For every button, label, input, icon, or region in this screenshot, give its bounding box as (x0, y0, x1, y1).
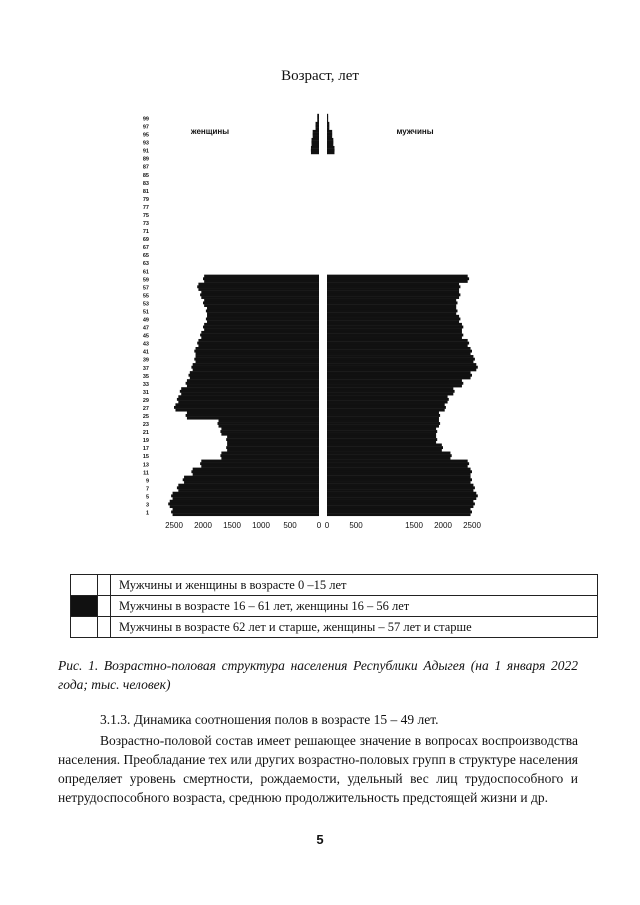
male-bar (327, 449, 442, 452)
age-tick-label: 77 (142, 204, 149, 211)
age-tick-label: 5 (145, 494, 149, 501)
male-bar (327, 476, 471, 479)
age-tick-label: 53 (142, 301, 149, 308)
male-label: мужчины (396, 127, 434, 136)
female-bar (193, 363, 319, 366)
age-tick-label: 61 (142, 269, 149, 276)
male-bar (327, 304, 456, 307)
female-bar (170, 500, 319, 503)
male-bar (327, 296, 459, 299)
male-bar (327, 385, 462, 388)
female-bar (207, 315, 319, 318)
male-bar (327, 122, 329, 125)
male-bar (327, 395, 448, 398)
female-bar (311, 141, 319, 144)
female-bar (198, 283, 319, 286)
female-bar (200, 334, 319, 337)
male-bar (327, 326, 463, 329)
female-bar (193, 473, 319, 476)
female-bar (204, 328, 319, 331)
male-bar (327, 312, 456, 315)
female-bar (221, 457, 319, 460)
female-bar (220, 454, 319, 457)
female-bar (178, 401, 319, 404)
age-tick-label: 49 (142, 317, 149, 324)
age-tick-label: 7 (145, 486, 149, 493)
female-bar (175, 409, 319, 412)
male-bar (327, 277, 469, 280)
female-bar (178, 484, 319, 487)
female-bar (189, 374, 320, 377)
age-tick-label: 45 (142, 333, 149, 340)
male-bar (327, 454, 452, 457)
male-bar (327, 446, 443, 449)
female-bar (227, 441, 319, 444)
age-tick-label: 73 (142, 221, 149, 228)
female-bar (198, 288, 319, 291)
male-bar (327, 138, 333, 141)
female-bar (221, 433, 319, 436)
age-tick-label: 57 (142, 285, 149, 292)
age-tick-label: 89 (142, 156, 149, 163)
age-tick-label: 29 (142, 397, 149, 404)
x-tick-label-left: 2000 (194, 521, 212, 530)
male-bar (327, 494, 478, 497)
male-bar (327, 489, 473, 492)
female-bar (201, 331, 319, 334)
age-tick-label: 91 (142, 148, 149, 155)
female-bar (317, 114, 319, 117)
male-bar (327, 430, 437, 433)
age-tick-label: 97 (142, 124, 149, 131)
female-bar (181, 393, 319, 396)
male-bar (327, 288, 459, 291)
female-bar (177, 398, 319, 401)
female-bar (196, 352, 319, 355)
male-bar (327, 293, 460, 296)
age-tick-label: 23 (142, 422, 149, 429)
female-bar (197, 342, 319, 345)
male-bar (327, 502, 475, 505)
male-bar (327, 443, 442, 446)
female-bar (316, 125, 319, 128)
age-tick-label: 95 (142, 132, 149, 139)
male-bar (327, 334, 463, 337)
female-bar (201, 296, 319, 299)
male-bar (327, 382, 463, 385)
female-bar (190, 376, 319, 379)
female-bar (317, 117, 319, 120)
male-bar (327, 409, 445, 412)
female-bar (186, 382, 319, 385)
female-bar (204, 280, 319, 283)
female-bar (200, 462, 319, 465)
legend-spacer (98, 596, 111, 617)
age-tick-label: 39 (142, 357, 149, 364)
female-bar (184, 476, 319, 479)
female-bar (193, 468, 319, 471)
male-bar (327, 513, 471, 516)
male-bar (327, 414, 440, 417)
legend-swatch (71, 617, 98, 638)
male-bar (327, 149, 335, 152)
age-tick-label: 83 (142, 180, 149, 187)
male-bar (327, 336, 462, 339)
female-bar (204, 323, 319, 326)
male-bar (327, 387, 453, 390)
x-tick-label-right: 2500 (463, 521, 481, 530)
female-bar (194, 350, 319, 353)
legend-label: Мужчины в возрасте 16 – 61 лет, женщины 16 – 56 лет (111, 596, 598, 617)
age-tick-label: 25 (142, 414, 149, 421)
male-bar (327, 299, 456, 302)
x-tick-label-left: 2500 (165, 521, 183, 530)
female-bar (178, 489, 319, 492)
female-bar (177, 486, 319, 489)
x-tick-label-right: 0 (324, 521, 330, 530)
male-bar (327, 358, 475, 361)
legend-label: Мужчины и женщины в возрасте 0 –15 лет (111, 575, 598, 596)
legend-table (70, 574, 598, 638)
male-bar (327, 398, 449, 401)
male-bar (327, 331, 462, 334)
female-bar (187, 411, 319, 414)
female-bar (313, 133, 319, 136)
female-bar (312, 138, 319, 141)
legend-row (71, 617, 598, 638)
male-bar (327, 457, 450, 460)
female-bar (316, 122, 319, 125)
female-bar (198, 339, 319, 342)
age-tick-label: 11 (143, 470, 149, 477)
age-tick-label: 43 (142, 341, 149, 348)
female-bar (201, 291, 319, 294)
female-bar (196, 355, 319, 358)
female-bar (221, 427, 319, 430)
male-bar (327, 481, 471, 484)
male-bar (327, 374, 472, 377)
male-bar (327, 119, 328, 122)
female-bar (313, 135, 319, 138)
female-bar (313, 130, 319, 133)
female-bar (180, 390, 319, 393)
x-tick-label-left: 0 (316, 521, 322, 530)
female-bar (171, 511, 319, 514)
male-bar (327, 280, 468, 283)
male-bar (327, 309, 458, 312)
female-bar (227, 443, 319, 446)
male-bar (327, 465, 468, 468)
male-bar (327, 419, 439, 422)
x-tick-label-left: 1500 (223, 521, 241, 530)
age-tick-label: 71 (142, 229, 149, 236)
age-tick-label: 27 (142, 405, 149, 412)
female-bar (187, 417, 319, 420)
female-bar (311, 151, 319, 154)
legend-row (71, 596, 598, 617)
male-bar (327, 352, 471, 355)
male-bar (327, 433, 436, 436)
male-bar (327, 323, 462, 326)
male-bar (327, 318, 460, 321)
female-bar (190, 371, 319, 374)
male-bar (327, 285, 460, 288)
male-bar (327, 435, 436, 438)
male-bar (327, 460, 468, 463)
male-bar (327, 363, 476, 366)
male-bar (327, 422, 440, 425)
male-bar (327, 355, 473, 358)
female-bar (196, 360, 319, 363)
x-tick-label-right: 2000 (434, 521, 452, 530)
female-bar (196, 347, 319, 350)
age-tick-label: 21 (142, 430, 149, 437)
x-tick-label-left: 1000 (252, 521, 270, 530)
male-bar (327, 452, 450, 455)
male-bar (327, 401, 448, 404)
legend-label: Мужчины в возрасте 62 лет и старше, женщины – 57 лет и старше (111, 617, 598, 638)
male-bar (327, 143, 333, 146)
female-bar (187, 379, 319, 382)
male-bar (327, 492, 476, 495)
age-tick-label: 41 (142, 349, 149, 356)
male-bar (327, 146, 334, 149)
age-tick-label: 33 (142, 381, 149, 388)
female-bar (312, 143, 319, 146)
age-tick-label: 79 (142, 196, 149, 203)
female-bar (204, 304, 319, 307)
female-bar (183, 478, 319, 481)
female-bar (197, 285, 319, 288)
age-tick-label: 69 (142, 237, 149, 244)
female-bar (203, 301, 319, 304)
female-bar (206, 318, 319, 321)
female-bar (201, 460, 319, 463)
male-bar (327, 135, 332, 138)
female-bar (203, 277, 319, 280)
age-tick-label: 87 (142, 164, 149, 171)
female-bar (173, 508, 319, 511)
male-bar (327, 486, 475, 489)
legend-spacer (98, 617, 111, 638)
male-bar (327, 462, 469, 465)
female-bar (206, 309, 319, 312)
age-tick-label: 47 (142, 325, 149, 332)
female-bar (227, 449, 319, 452)
female-bar (311, 146, 319, 149)
legend-row (71, 575, 598, 596)
age-tick-label: 59 (142, 277, 149, 284)
age-tick-label: 31 (142, 389, 149, 396)
male-bar (327, 393, 453, 396)
male-bar (327, 473, 471, 476)
female-bar (219, 425, 319, 428)
male-bar (327, 390, 455, 393)
male-bar (327, 379, 462, 382)
female-bar (191, 366, 319, 369)
male-bar (327, 368, 476, 371)
male-bar (327, 478, 472, 481)
male-bar (327, 130, 332, 133)
female-label: женщины (190, 127, 230, 136)
age-tick-label: 93 (142, 140, 149, 147)
male-bar (327, 151, 334, 154)
female-bar (191, 470, 319, 473)
male-bar (327, 350, 472, 353)
age-tick-label: 65 (142, 253, 149, 260)
male-bar (327, 438, 437, 441)
male-bar (327, 366, 478, 369)
male-bar (327, 307, 456, 310)
female-bar (181, 387, 319, 390)
female-bar (201, 336, 319, 339)
age-tick-label: 13 (142, 462, 149, 469)
male-bar (327, 133, 332, 136)
age-tick-label: 17 (142, 446, 149, 453)
age-tick-label: 63 (142, 261, 149, 268)
male-bar (327, 315, 459, 318)
female-bar (193, 368, 319, 371)
female-bar (173, 492, 319, 495)
age-tick-label: 1 (145, 510, 149, 517)
male-bar (327, 376, 471, 379)
male-bar (327, 114, 328, 117)
x-tick-label-left: 500 (283, 521, 297, 530)
age-tick-label: 81 (142, 188, 149, 195)
male-bar (327, 301, 458, 304)
female-bar (207, 307, 319, 310)
body-paragraph: Возрастно-половой состав имеет решающее значение в вопросах воспроизводства населения. Преобладание тех или других возрастно-половых групп в структуре населения определяет уровень смертности, рождаемости, удельный вес лиц трудоспособного и нетрудоспособного возраста, среднюю продолжительность предстоящей жизни и др. (58, 733, 579, 805)
chart-title: Возраст, лет (281, 68, 359, 84)
male-bar (327, 403, 445, 406)
male-bar (327, 411, 439, 414)
legend-swatch (71, 575, 98, 596)
male-bar (327, 425, 439, 428)
male-bar (327, 511, 472, 514)
male-bar (327, 283, 459, 286)
female-bar (203, 326, 319, 329)
male-bar (327, 417, 439, 420)
female-bar (194, 358, 319, 361)
male-bar (327, 360, 473, 363)
section-heading: 3.1.3. Динамика соотношения полов в возрасте 15 – 49 лет. (100, 712, 439, 727)
male-bar (327, 441, 436, 444)
age-tick-label: 85 (142, 172, 149, 179)
age-tick-label: 99 (142, 116, 149, 123)
male-bar (327, 468, 471, 471)
male-bar (327, 328, 462, 331)
male-bar (327, 141, 333, 144)
female-bar (218, 422, 320, 425)
age-tick-label: 9 (145, 478, 149, 485)
female-bar (173, 513, 319, 516)
x-tick-label-right: 1500 (405, 521, 423, 530)
age-tick-label: 35 (142, 373, 149, 380)
female-bar (171, 494, 319, 497)
page-number: 5 (316, 832, 324, 847)
age-tick-label: 75 (142, 212, 149, 219)
male-bar (327, 484, 473, 487)
female-bar (316, 127, 319, 130)
female-bar (178, 395, 319, 398)
female-bar (219, 419, 319, 422)
female-bar (174, 406, 319, 409)
male-bar (327, 125, 329, 128)
age-tick-label: 3 (145, 502, 149, 509)
legend-spacer (98, 575, 111, 596)
age-tick-label: 15 (142, 454, 149, 461)
male-bar (327, 342, 469, 345)
female-bar (220, 430, 319, 433)
figure-caption: Рис. 1. Возрастно-половая структура населения Республики Адыгея (на 1 января 2022 года; тыс. человек) (58, 658, 578, 692)
female-bar (198, 344, 319, 347)
male-bar (327, 117, 328, 120)
age-tick-label: 37 (142, 365, 149, 372)
female-bar (184, 481, 319, 484)
female-bar (221, 452, 319, 455)
female-bar (207, 320, 319, 323)
female-bar (204, 275, 319, 278)
female-bar (204, 299, 319, 302)
female-bar (186, 414, 319, 417)
female-bar (207, 312, 319, 315)
female-bar (226, 446, 319, 449)
female-bar (201, 465, 319, 468)
female-bar (175, 403, 319, 406)
female-bar (173, 497, 319, 500)
female-bar (170, 505, 319, 508)
male-bar (327, 406, 446, 409)
age-tick-label: 55 (142, 293, 149, 300)
male-bar (327, 347, 471, 350)
male-bar (327, 470, 472, 473)
age-tick-label: 67 (142, 245, 149, 252)
female-bar (200, 293, 319, 296)
female-bar (311, 149, 319, 152)
legend-swatch (71, 596, 98, 617)
male-bar (327, 275, 468, 278)
female-bar (168, 502, 319, 505)
male-bar (327, 371, 471, 374)
male-bar (327, 500, 473, 503)
male-bar (327, 427, 436, 430)
male-bar (327, 508, 471, 511)
male-bar (327, 344, 468, 347)
female-bar (317, 119, 319, 122)
male-bar (327, 505, 473, 508)
male-bar (327, 320, 459, 323)
female-bar (227, 435, 319, 438)
male-bar (327, 291, 459, 294)
age-tick-label: 19 (142, 438, 149, 445)
female-bar (226, 438, 319, 441)
age-tick-label: 51 (142, 309, 149, 316)
female-bar (187, 385, 319, 388)
male-bar (327, 339, 468, 342)
male-bar (327, 127, 329, 130)
male-bar (327, 497, 476, 500)
x-tick-label-right: 500 (349, 521, 363, 530)
